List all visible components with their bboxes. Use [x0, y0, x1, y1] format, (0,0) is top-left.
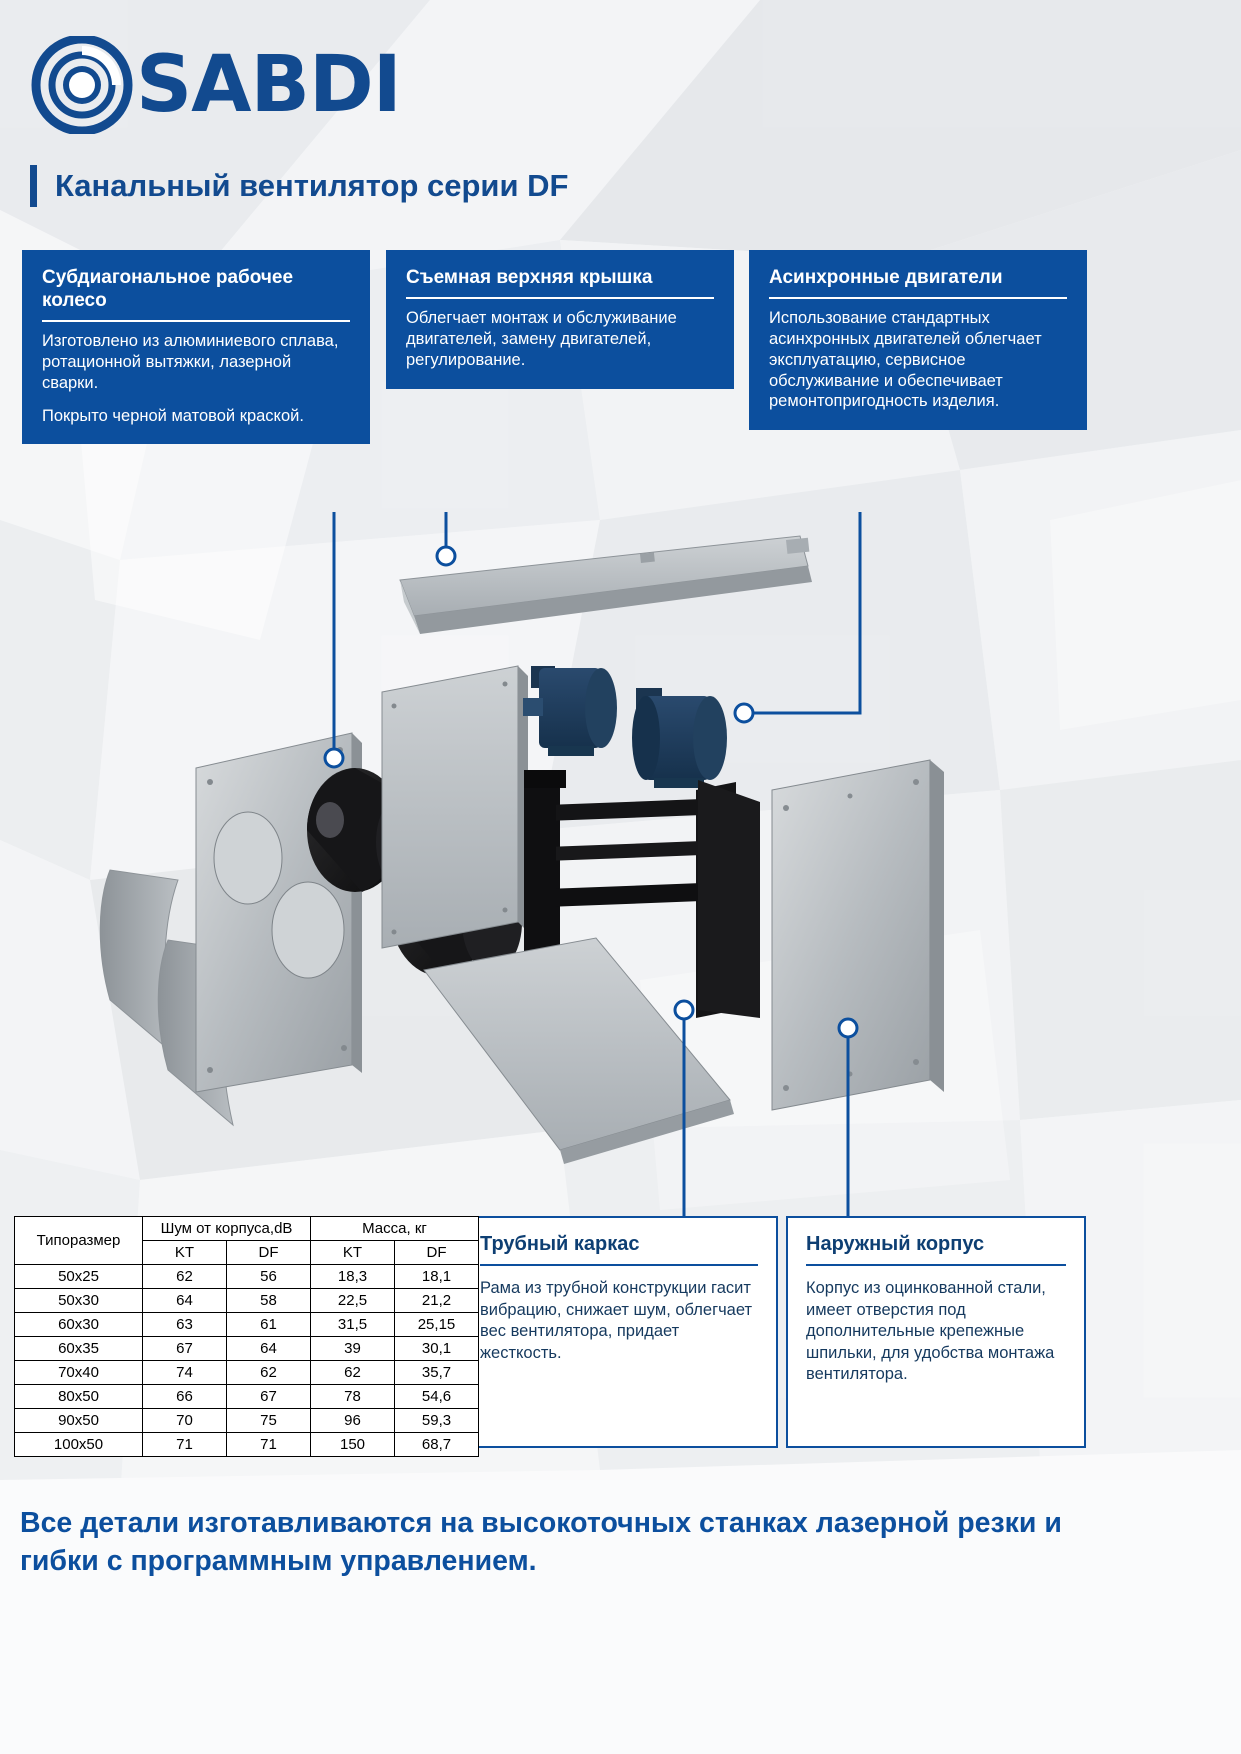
callout-card-frame — [460, 1216, 778, 1448]
subheader-mass-df: DF — [395, 1241, 479, 1265]
cell-noise-df: 61 — [227, 1313, 311, 1337]
table-row — [15, 1337, 479, 1361]
cell-mass-df: 59,3 — [395, 1409, 479, 1433]
callout-text-wheel-2: Покрыто черной матовой краской. — [42, 406, 304, 425]
header-typeSize: Типоразмер — [15, 1217, 143, 1265]
cell-mass-df: 35,7 — [395, 1361, 479, 1385]
cell-noise-kt: 71 — [143, 1433, 227, 1457]
page-title — [30, 165, 568, 207]
cell-mass-df: 54,6 — [395, 1385, 479, 1409]
table-row — [15, 1265, 479, 1289]
subheader-noise-kt: KT — [143, 1241, 227, 1265]
cell-size: 60x30 — [15, 1313, 143, 1337]
cell-noise-df: 71 — [227, 1433, 311, 1457]
cell-mass-kt: 22,5 — [311, 1289, 395, 1313]
cell-mass-kt: 96 — [311, 1409, 395, 1433]
cell-mass-kt: 150 — [311, 1433, 395, 1457]
cell-size: 90x50 — [15, 1409, 143, 1433]
title-accent-bar — [30, 165, 37, 207]
cell-mass-kt: 78 — [311, 1385, 395, 1409]
brand-name: SABDI — [136, 40, 401, 130]
footer-note: Все детали изготавливаются на высокоточных станках лазерной резки и гибки с программным управлением. — [20, 1507, 1062, 1577]
table-row — [15, 1409, 479, 1433]
table-row — [15, 1361, 479, 1385]
cell-noise-df: 67 — [227, 1385, 311, 1409]
cell-size: 70x40 — [15, 1361, 143, 1385]
callout-text-frame-1: Рама из трубной конструкции гасит вибрацию, снижает шум, облегчает вес вентилятора, придает жесткость. — [480, 1279, 753, 1362]
subheader-mass-kt: KT — [311, 1241, 395, 1265]
callout-card-motor — [749, 250, 1087, 430]
cell-noise-df: 64 — [227, 1337, 311, 1361]
header-mass: Масса, кг — [311, 1217, 479, 1241]
cell-mass-kt: 39 — [311, 1337, 395, 1361]
cell-mass-kt: 62 — [311, 1361, 395, 1385]
cell-mass-df: 25,15 — [395, 1313, 479, 1337]
cell-noise-kt: 62 — [143, 1265, 227, 1289]
cell-mass-df: 30,1 — [395, 1337, 479, 1361]
cell-noise-kt: 74 — [143, 1361, 227, 1385]
callout-title-motor: Асинхронные двигатели — [769, 266, 1067, 299]
cell-mass-df: 68,7 — [395, 1433, 479, 1457]
cell-mass-kt: 31,5 — [311, 1313, 395, 1337]
callout-card-wheel — [22, 250, 370, 444]
callout-title-case: Наружный корпус — [806, 1232, 1066, 1266]
cell-size: 100x50 — [15, 1433, 143, 1457]
brand-logo — [28, 36, 401, 134]
cell-size: 50x30 — [15, 1289, 143, 1313]
cell-noise-kt: 63 — [143, 1313, 227, 1337]
header-noise: Шум от корпуса,dB — [143, 1217, 311, 1241]
cell-noise-kt: 67 — [143, 1337, 227, 1361]
callout-title-wheel: Субдиагональное рабочее колесо — [42, 266, 350, 322]
callout-title-cover: Съемная верхняя крышка — [406, 266, 714, 299]
cell-mass-df: 18,1 — [395, 1265, 479, 1289]
subheader-noise-df: DF — [227, 1241, 311, 1265]
cell-noise-kt: 70 — [143, 1409, 227, 1433]
cell-noise-df: 58 — [227, 1289, 311, 1313]
cell-noise-df: 62 — [227, 1361, 311, 1385]
callout-card-cover — [386, 250, 734, 389]
table-header-row-1 — [15, 1217, 479, 1241]
page-title-text: Канальный вентилятор серии DF — [55, 168, 569, 203]
cell-size: 60x35 — [15, 1337, 143, 1361]
callout-text-motor-1: Использование стандартных асинхронных двигателей облегчает эксплуатацию, сервисное обслуживание и обеспечивает ремонтопригодность изделия. — [769, 309, 1042, 411]
spec-table — [14, 1216, 479, 1457]
callout-text-wheel-1: Изготовлено из алюминиевого сплава, ротационной вытяжки, лазерной сварки. — [42, 332, 339, 392]
table-row — [15, 1433, 479, 1457]
cell-mass-kt: 18,3 — [311, 1265, 395, 1289]
callout-title-frame: Трубный каркас — [480, 1232, 758, 1266]
callout-text-case-1: Корпус из оцинкованной стали, имеет отверстия под дополнительные крепежные шпильки, для удобства монтажа вентилятора. — [806, 1279, 1055, 1384]
cell-noise-kt: 64 — [143, 1289, 227, 1313]
cell-mass-df: 21,2 — [395, 1289, 479, 1313]
callout-card-case — [786, 1216, 1086, 1448]
cell-noise-df: 56 — [227, 1265, 311, 1289]
table-row — [15, 1289, 479, 1313]
cell-noise-df: 75 — [227, 1409, 311, 1433]
cell-noise-kt: 66 — [143, 1385, 227, 1409]
cell-size: 80x50 — [15, 1385, 143, 1409]
spec-table-wrapper — [14, 1216, 479, 1457]
table-row — [15, 1385, 479, 1409]
callout-text-cover-1: Облегчает монтаж и обслуживание двигателей, замену двигателей, регулирование. — [406, 309, 677, 369]
cell-size: 50x25 — [15, 1265, 143, 1289]
sabdi-spiral-logo-icon — [28, 36, 136, 134]
table-row — [15, 1313, 479, 1337]
